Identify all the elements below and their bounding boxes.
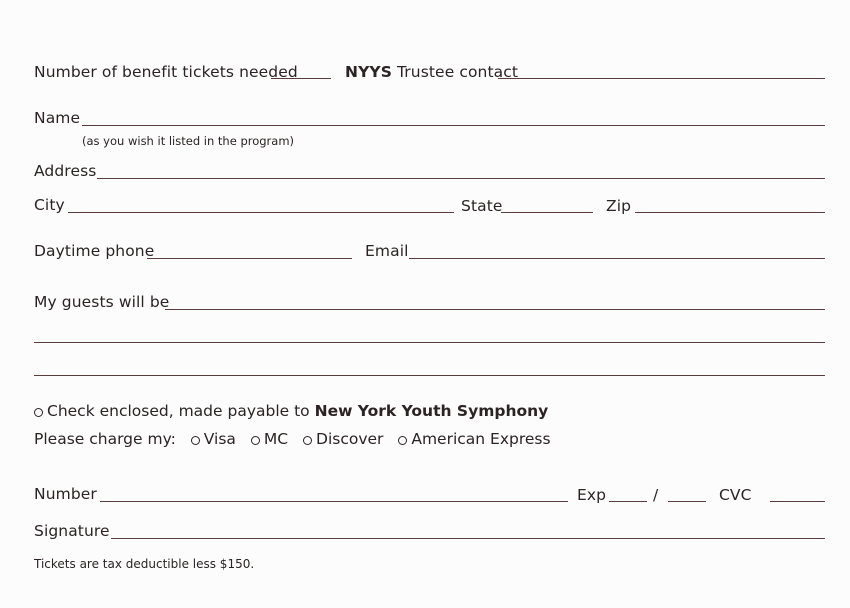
zip-label: Zip: [606, 197, 632, 215]
exp-year-field[interactable]: [668, 501, 706, 502]
trustee-org-bold: NYYS: [345, 63, 392, 81]
option-mc-label: MC: [263, 430, 289, 448]
trustee-contact-field[interactable]: [498, 78, 825, 79]
cvc-label: CVC: [719, 486, 752, 504]
name-field[interactable]: [82, 125, 825, 126]
payee-name: New York Youth Symphony: [314, 402, 549, 420]
city-label: City: [34, 196, 65, 214]
tickets-needed-field[interactable]: [271, 78, 331, 79]
state-label: State: [461, 197, 503, 215]
radio-circle-icon[interactable]: [398, 436, 407, 445]
name-hint: (as you wish it listed in the program): [82, 134, 295, 148]
zip-field[interactable]: [635, 212, 825, 213]
option-visa[interactable]: [191, 430, 236, 448]
option-visa-label: Visa: [203, 430, 236, 448]
exp-label: Exp: [577, 486, 607, 504]
option-amex-label: American Express: [411, 430, 551, 448]
tickets-needed-label: Number of benefit tickets needed: [34, 63, 298, 81]
city-field[interactable]: [68, 212, 454, 213]
check-enclosed-text: Check enclosed, made payable to: [47, 402, 310, 420]
name-label: Name: [34, 109, 81, 127]
phone-label: Daytime phone: [34, 242, 155, 260]
guests-label: My guests will be: [34, 293, 170, 311]
cvc-field[interactable]: [770, 501, 825, 502]
option-amex[interactable]: [398, 430, 550, 448]
email-label: Email: [365, 242, 409, 260]
address-label: Address: [34, 162, 97, 180]
signature-label: Signature: [34, 522, 110, 540]
option-discover[interactable]: [303, 430, 383, 448]
option-discover-label: Discover: [316, 430, 384, 448]
trustee-contact-label: [345, 63, 518, 81]
guests-field-3[interactable]: [34, 375, 825, 376]
option-mc[interactable]: [251, 430, 288, 448]
guests-field-2[interactable]: [34, 342, 825, 343]
guests-field-1[interactable]: [165, 309, 825, 310]
trustee-contact-text: Trustee contact: [397, 63, 519, 81]
radio-circle-icon[interactable]: [303, 436, 312, 445]
exp-month-field[interactable]: [609, 501, 647, 502]
exp-separator: /: [653, 486, 659, 504]
charge-row: [34, 430, 551, 448]
check-enclosed-option[interactable]: [34, 402, 548, 420]
state-field[interactable]: [501, 212, 593, 213]
phone-field[interactable]: [147, 258, 352, 259]
address-field[interactable]: [97, 178, 825, 179]
radio-circle-icon[interactable]: [34, 408, 43, 417]
card-number-field[interactable]: [100, 501, 568, 502]
radio-circle-icon[interactable]: [251, 436, 260, 445]
charge-label: Please charge my:: [34, 430, 176, 448]
signature-field[interactable]: [111, 538, 825, 539]
tax-note: Tickets are tax deductible less $150.: [34, 557, 255, 571]
email-field[interactable]: [409, 258, 825, 259]
card-number-label: Number: [34, 485, 97, 503]
radio-circle-icon[interactable]: [191, 436, 200, 445]
